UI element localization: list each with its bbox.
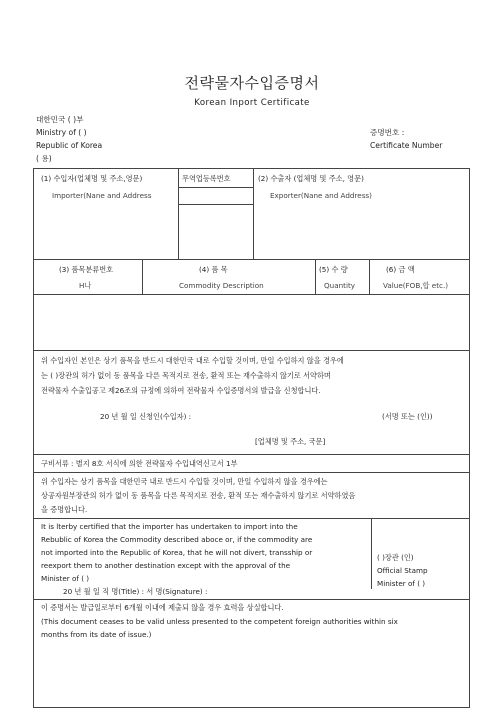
company-name-address: [업체명 및 주소, 국문] <box>255 437 326 446</box>
issuer-line-3: Republic of Korea <box>36 141 103 150</box>
exporter-label-en: Exporter(Nane and Address) <box>270 191 372 200</box>
stamp-line-1: ( )장관 (인) <box>377 553 414 562</box>
certify-en-line-6: 20 년 월 일 직 명(Title) : 서 명(Signature) : <box>63 587 208 596</box>
required-documents: 구비서류 : 별지 8호 서식에 의한 전략물자 수입내역신고서 1부 <box>41 459 238 468</box>
exporter-label: (2) 수출자 (업체명 및 주소, 영문) <box>258 174 364 183</box>
validity-notice-en-2: months from its date of issue.) <box>41 630 152 639</box>
form-frame <box>33 168 470 708</box>
certify-en-line-2: Rebublic of Korea the Commodity described aboce or, if the commodity are <box>41 535 313 544</box>
certificate-number-en: Certificate Number <box>370 141 443 150</box>
hs-code-label-en: H나 <box>79 281 92 290</box>
issuer-line-4: ( 용) <box>36 154 52 163</box>
certify-en-line-4: reexport them to another destination except with the approval of the <box>41 561 291 570</box>
amount-label: (6) 금 액 <box>386 265 415 274</box>
validity-notice-en-1: (This document ceases to be valid unless presented to the competent foreign authorities within six <box>41 617 398 626</box>
certify-en-line-1: It is lterby certified that the importer has undertaken to import into the <box>41 522 298 531</box>
stamp-line-2: Official Stamp <box>377 566 428 575</box>
commodity-label: (4) 품 목 <box>199 265 228 274</box>
quantity-label-en: Quantity <box>324 281 356 290</box>
certify-en-line-5: Minister of ( ) <box>41 574 90 583</box>
certify-ko-line-1: 위 수입자는 상기 품목을 대한민국 내로 반드시 수입할 것이며, 만일 수입하지 않을 경우에는 <box>41 477 328 486</box>
signature-or-seal: (서명 또는 (인)) <box>382 412 433 421</box>
hs-code-label: (3) 품목분류번호 <box>59 265 114 274</box>
pledge-line-2: 는 ( )장관의 허가 없이 동 품목을 다른 목적지로 전송, 환적 또는 재수출하지 않기로 서약하며 <box>41 371 331 380</box>
certificate-number-ko: 증명번호 : <box>370 128 405 137</box>
commodity-label-en: Commodity Description <box>179 281 264 290</box>
pledge-line-3: 전략물자 수출입공고 제26조의 규정에 의하여 전략물자 수입증명서의 발급을 신청합니다. <box>41 386 321 395</box>
page-title: 전략물자수입증명서 <box>184 74 320 92</box>
importer-label-en: Importer(Nane and Address <box>52 191 152 200</box>
certify-ko-line-3: 을 증명합니다. <box>41 505 88 514</box>
page-subtitle: Korean Inport Certificate <box>194 98 310 108</box>
stamp-line-3: Minister of ( ) <box>377 579 426 588</box>
amount-label-en: Value(FOB,합 etc.) <box>383 281 449 290</box>
quantity-label: (5) 수 량 <box>319 265 348 274</box>
certify-en-line-3: not imported into the Republic of Korea, that he will not divert, transship or <box>41 548 313 557</box>
application-date-line: 20 년 월 일 신청인(수입자) : <box>100 412 192 421</box>
issuer-line-1: 대한민국 ( )부 <box>36 115 84 124</box>
validity-notice-ko: 이 증명서는 발급일로부터 6개월 이내에 제출되 않을 경우 효력을 상실합니다. <box>41 603 284 612</box>
issuer-line-2: Ministry of ( ) <box>36 128 87 137</box>
certify-ko-line-2: 상공자원부장관의 허가 없이 동 품목을 다른 목적지로 전송, 환적 또는 재수출하지 않기로 서약하였음 <box>41 491 356 500</box>
trade-registration-label: 무역업등록번호 <box>182 174 231 183</box>
importer-label: (1) 수입자(업체명 및 주소,영문) <box>41 174 143 183</box>
pledge-line-1: 위 수입자인 본인은 상기 품목을 반드시 대한민국 내로 수입할 것이며, 만일 수입하지 않을 경우에 <box>41 356 344 365</box>
